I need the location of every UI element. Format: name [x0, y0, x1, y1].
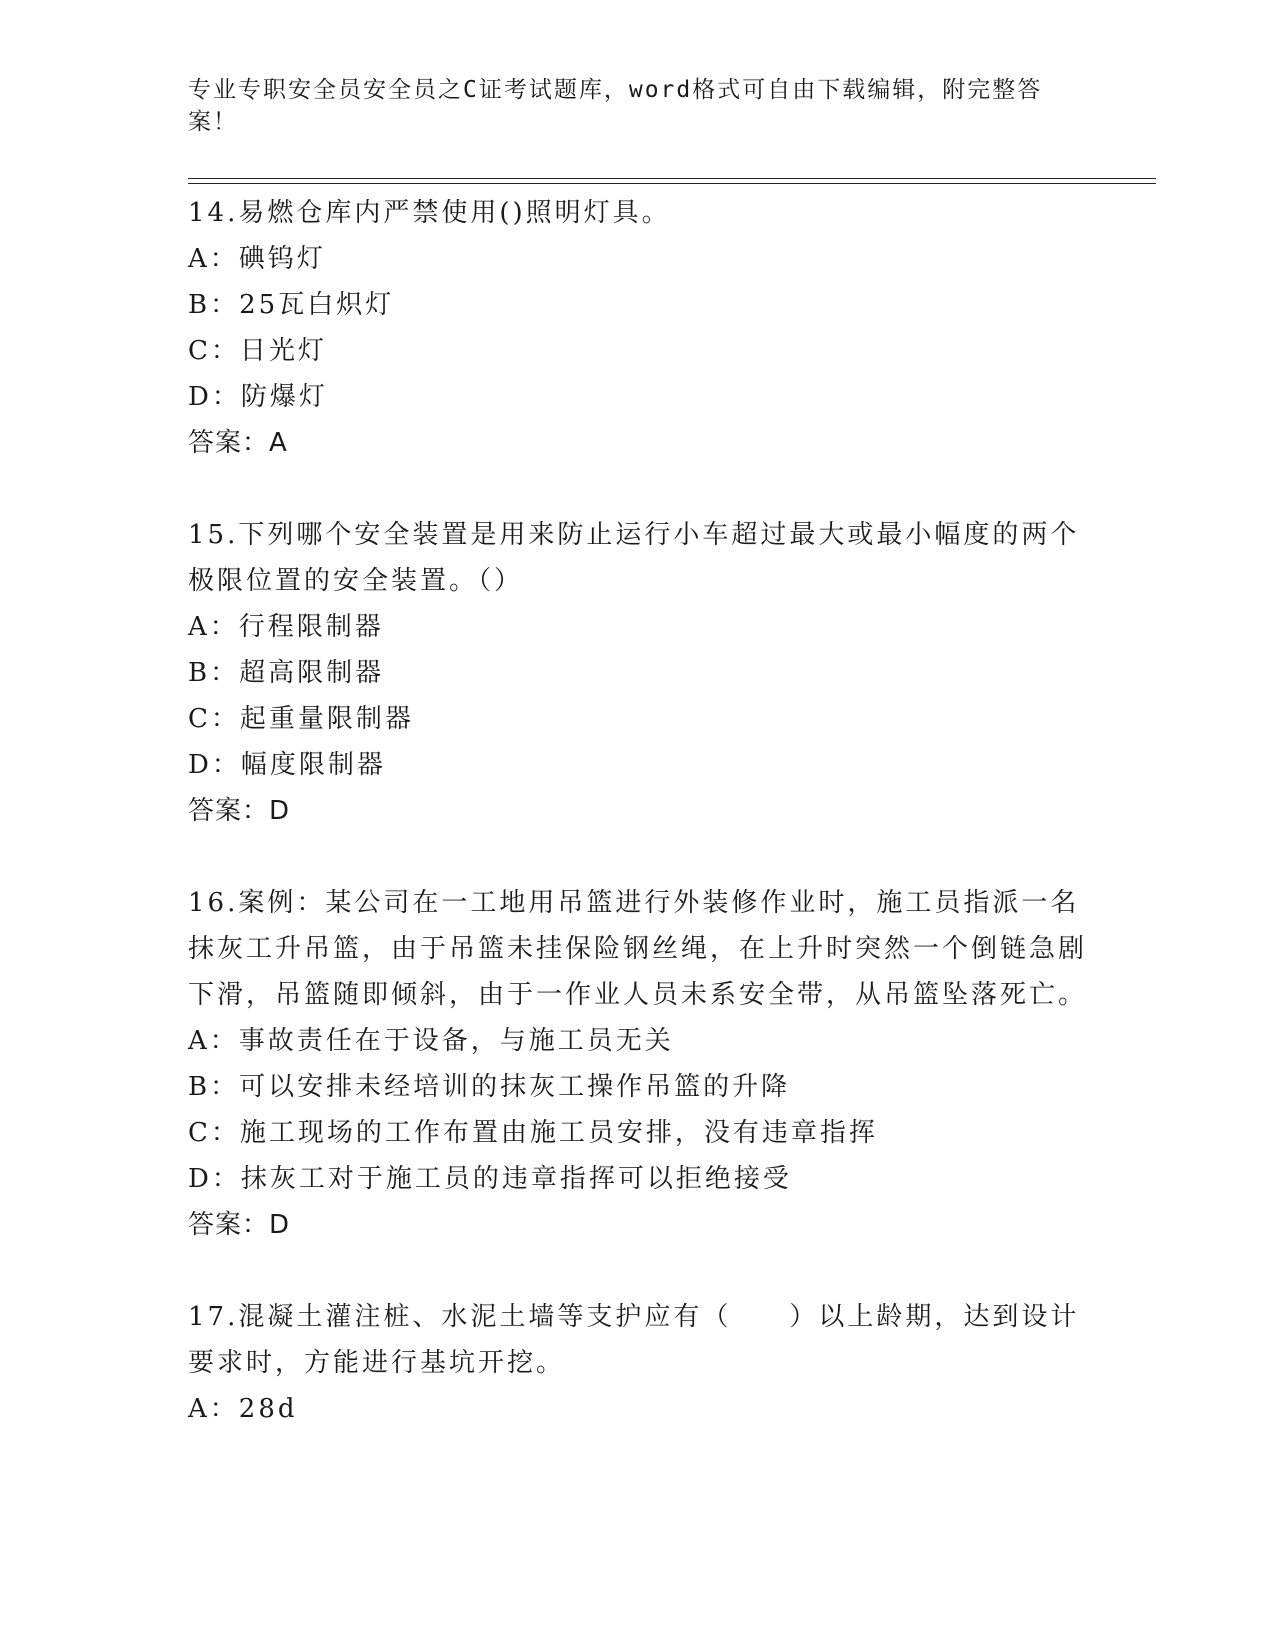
document-header-title: 专业专职安全员安全员之C证考试题库，word格式可自由下载编辑，附完整答案！	[188, 77, 1043, 135]
option-d: D：抹灰工对于施工员的违章指挥可以拒绝接受	[188, 1164, 792, 1194]
question-15	[188, 512, 1088, 834]
option-b: B：25瓦白炽灯	[188, 290, 395, 320]
question-spacer	[188, 834, 1088, 880]
option-c: C：起重量限制器	[188, 704, 414, 734]
question-spacer	[188, 1248, 1088, 1294]
question-stem: 15.下列哪个安全装置是用来防止运行小车超过最大或最小幅度的两个极限位置的安全装置。（）	[188, 520, 1080, 596]
question-list	[188, 190, 1088, 1432]
question-16	[188, 880, 1088, 1248]
option-a: A：行程限制器	[188, 612, 384, 642]
option-d: D：防爆灯	[188, 382, 328, 412]
question-17	[188, 1294, 1088, 1432]
option-a: A：28d	[188, 1394, 298, 1424]
option-b: B：超高限制器	[188, 658, 385, 688]
answer-line: 答案：D	[188, 1210, 291, 1240]
option-d: D：幅度限制器	[188, 750, 386, 780]
question-stem: 16.案例：某公司在一工地用吊篮进行外装修作业时，施工员指派一名抹灰工升吊篮，由于吊篮未挂保险钢丝绳，在上升时突然一个倒链急剧下滑，吊篮随即倾斜，由于一作业人员未系安全带，从吊篮坠落死亡。	[188, 888, 1088, 1010]
answer-line: 答案：A	[188, 428, 288, 458]
option-b: B：可以安排未经培训的抹灰工操作吊篮的升降	[188, 1072, 791, 1102]
option-c: C：日光灯	[188, 336, 327, 366]
answer-line: 答案：D	[188, 796, 291, 826]
option-a: A：事故责任在于设备，与施工员无关	[188, 1026, 674, 1056]
option-c: C：施工现场的工作布置由施工员安排，没有违章指挥	[188, 1118, 878, 1148]
question-stem: 14.易燃仓库内严禁使用()照明灯具。	[188, 198, 671, 228]
option-a: A：碘钨灯	[188, 244, 326, 274]
question-spacer	[188, 466, 1088, 512]
header-divider-bottom	[188, 183, 1156, 184]
header-divider-top	[188, 178, 1156, 179]
question-14	[188, 190, 1088, 466]
question-stem: 17.混凝土灌注桩、水泥土墙等支护应有（ ）以上龄期，达到设计要求时，方能进行基坑开挖。	[188, 1302, 1080, 1378]
